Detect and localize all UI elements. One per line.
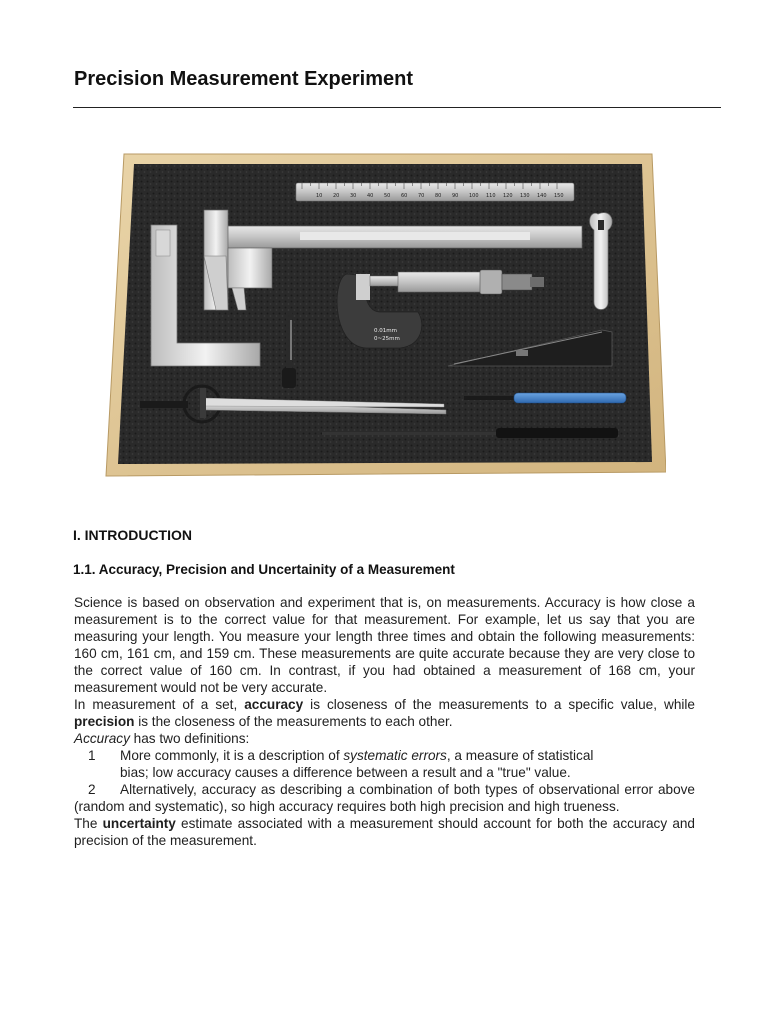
measurement-kit-photo bbox=[104, 126, 666, 506]
document-title: Precision Measurement Experiment bbox=[74, 68, 414, 90]
text-run: estimate associated with a measurement should account for both the accuracy and precision of the measurement. bbox=[74, 816, 695, 848]
text-run: The bbox=[74, 816, 103, 831]
text-run: In measurement of a set, bbox=[74, 697, 245, 712]
body-text bbox=[74, 594, 695, 849]
uncertainty-term: uncertainty bbox=[102, 816, 176, 831]
ruler-number: 120 bbox=[503, 193, 513, 199]
ruler-number: 70 bbox=[418, 193, 425, 199]
subsection-heading: 1.1. Accuracy, Precision and Uncertainity of a Measurement bbox=[73, 562, 455, 577]
list-number: 1 bbox=[88, 748, 96, 763]
ruler-number: 110 bbox=[486, 193, 496, 199]
ruler-number: 40 bbox=[367, 193, 374, 199]
ruler-number: 80 bbox=[435, 193, 442, 199]
text-run: is closeness of the measurements to a specific value, while bbox=[303, 697, 695, 712]
paragraph-intro: Science is based on observation and experiment that is, on measurements. Accuracy is how close a measurement is to the correct value for that measurement. For example, let us say that you are measuring your length. You measure your length three times and obtain the following measurements: 160 cm, 161 cm, and 159 cm. These measurements are quite accurate because they are very close to the correct value of 160 cm. In contrast, if you had obtained a measurement of 168 cm, your measurement would not be very accurate. bbox=[74, 595, 695, 695]
paragraph-definitions bbox=[74, 730, 695, 747]
text-run: More commonly, it is a description of bbox=[120, 748, 344, 763]
ruler-number: 100 bbox=[469, 193, 479, 199]
accuracy-term: accuracy bbox=[244, 697, 304, 712]
steel-ruler bbox=[296, 183, 574, 201]
micrometer-label-1: 0.01mm bbox=[374, 328, 397, 334]
micrometer-label-2: 0~25mm bbox=[374, 336, 400, 342]
paragraph-uncertainty bbox=[74, 815, 695, 849]
ruler-number: 10 bbox=[316, 193, 323, 199]
ruler-number: 30 bbox=[350, 193, 357, 199]
accuracy-italic-term: Accuracy bbox=[74, 731, 130, 746]
list-item-2 bbox=[74, 781, 695, 815]
ruler-number: 50 bbox=[384, 193, 391, 199]
ruler-number: 90 bbox=[452, 193, 459, 199]
list-item-1-continuation: bias; low accuracy causes a difference between a result and a "true" value. bbox=[120, 765, 571, 780]
text-run: , a measure of statistical bbox=[446, 748, 594, 763]
title-divider bbox=[73, 107, 721, 108]
list-item-1 bbox=[74, 747, 695, 781]
ruler-number: 130 bbox=[520, 193, 530, 199]
list-number: 2 bbox=[88, 782, 96, 797]
text-run: Alternatively, accuracy as describing a combination of both types of observational error above (random and systematic), so high accuracy requires both high precision and high trueness. bbox=[74, 782, 695, 814]
text-run: has two definitions: bbox=[129, 731, 250, 746]
paragraph-accuracy-precision bbox=[74, 696, 695, 730]
systematic-errors-term: systematic errors bbox=[343, 748, 447, 763]
precision-term: precision bbox=[74, 714, 135, 729]
ruler-number: 60 bbox=[401, 193, 408, 199]
ruler-number: 140 bbox=[537, 193, 547, 199]
ruler-number: 150 bbox=[554, 193, 564, 199]
section-heading: I. INTRODUCTION bbox=[73, 527, 192, 543]
ruler-number: 20 bbox=[333, 193, 340, 199]
text-run: is the closeness of the measurements to each other. bbox=[134, 714, 453, 729]
